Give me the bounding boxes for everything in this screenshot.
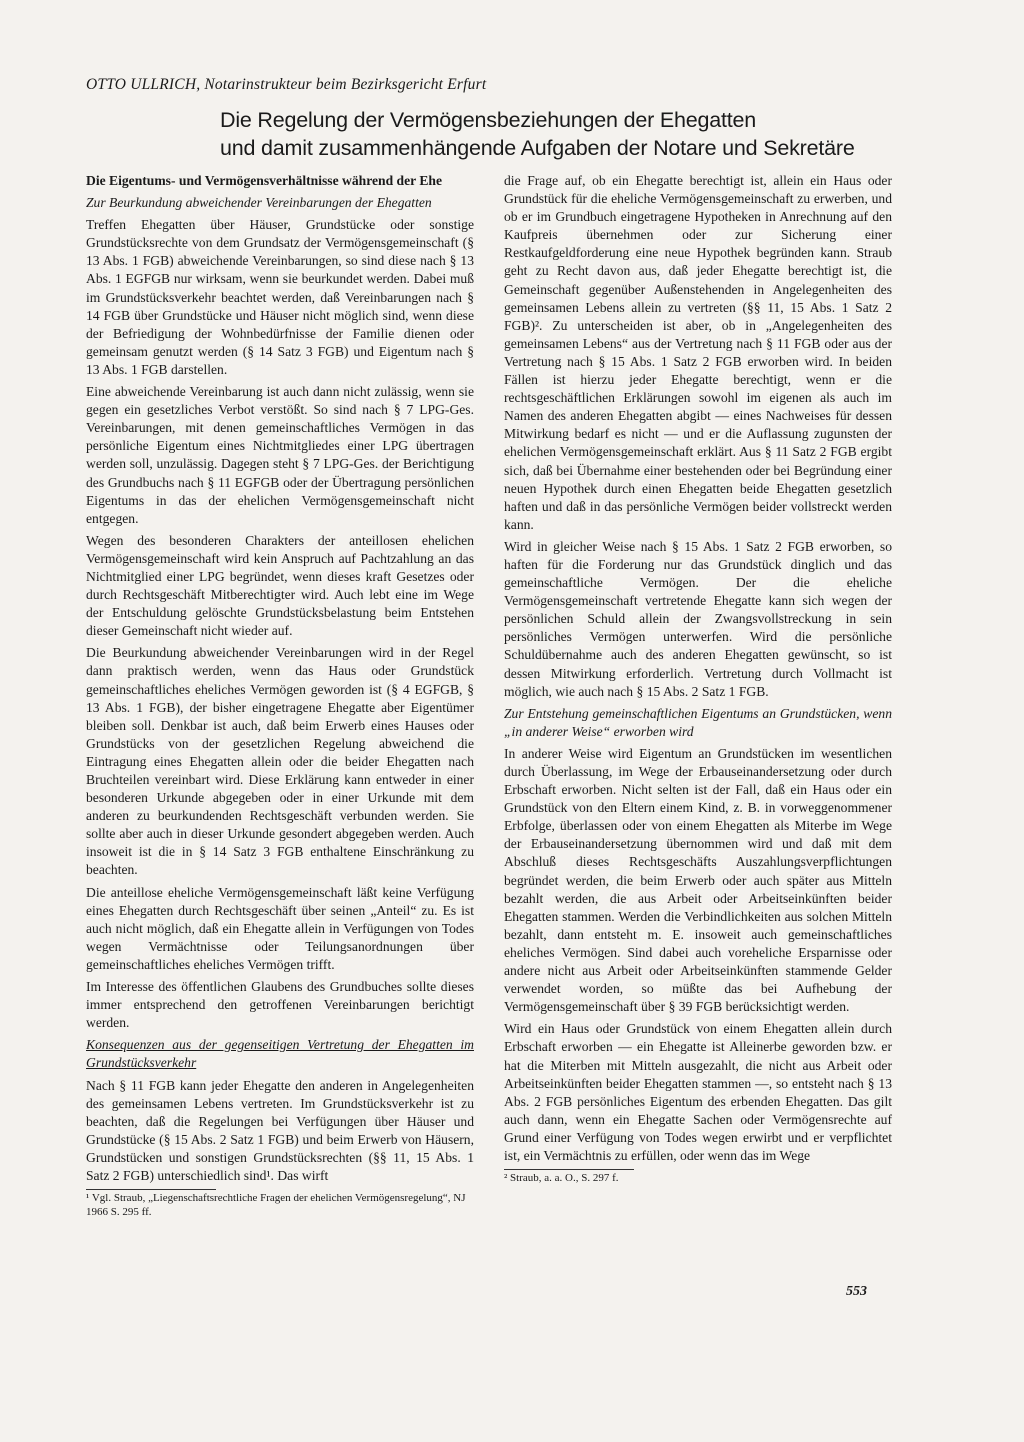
article-title [220,106,1000,162]
paragraph: Wird in gleicher Weise nach § 15 Abs. 1 Satz 2 FGB erworben, so haften für die Forderung nur das Grundstück dinglich und das gemeinschaftliche Vermögen. Der die eheliche Vermögensgemeinschaft vertretende Ehegatte kann sich wegen der persönlichen Schuld allein der Zwangsvollstreckung in sein persönliches Vermögen unterwerfen. Wird die persönliche Schuldübernahme auch des anderen Ehegatten gewünscht, so ist dessen Mitwirkung erforderlich. Vertretung durch Vollmacht ist möglich, wie auch nach § 15 Abs. 2 Satz 1 FGB. [504,538,892,699]
author-line: OTTO ULLRICH, Notarinstrukteur beim Bezirksgericht Erfurt [86,76,487,93]
paragraph: Die Beurkundung abweichender Vereinbarungen wird in der Regel dann praktisch werden, wenn das Haus oder Grundstück gemeinschaftliches eheliches Vermögen geworden ist (§ 4 EGFGB, § 13 Abs. 1 FGB), der bisher eingetragene Ehegatte aber Eigentümer bleiben soll. Denkbar ist auch, daß beim Erwerb eines Hauses oder Grundstücks von der gesetzlichen Regelung abweichend die Eintragung eines Ehegatten allein oder die beider Ehegatten nach Bruchteilen vereinbart wird. Diese Erklärung kann entweder in einer besonderen Urkunde abgegeben oder in einer Urkunde mit dem anderen zu beurkundenden Rechtsgeschäft verbunden werden. Sie sollte aber auch in dieser Urkunde gesondert abgegeben werden. Auch insoweit ist die in § 14 Satz 3 FGB enthaltene Einschränkung zu beachten. [86,645,474,878]
title-line-1: Die Regelung der Vermögensbeziehungen der Ehegatten [220,108,757,132]
footnote-1: ¹ Vgl. Straub, „Liegenschaftsrechtliche Fragen der ehelichen Vermögensregelung“, NJ 1966 S. 295 ff. [86,1192,466,1218]
right-column [504,172,892,1190]
paragraph: In anderer Weise wird Eigentum an Grundstücken im wesentlichen durch Überlassung, im Wege der Erbauseinandersetzung oder durch Erbschaft erworben. Nicht selten ist der Fall, daß ein Haus oder ein Grundstück von den Eltern einem Kind, z. B. in vorweggenommener Erbfolge, überlassen oder von einem Ehegatten als Miterbe im Wege der Erbauseinandersetzung übernommen wird und daß mit dem Abschluß dieses Rechtsgeschäfts Auszahlungsverpflichtungen begründet werden, die beim Erwerb oder auch später aus Mitteln bezahlt werden, die aus Arbeit oder Arbeitseinkünften beider Ehegatten stammen. Werden die Verbindlichkeiten aus solchen Mitteln bezahlt, dann entsteht m. E. insoweit auch gemeinschaftliches eheliches Vermögen. Sind dabei auch voreheliche Ersparnisse oder andere nicht aus Arbeit oder Arbeitseinkünften stammende Gelder verwendet worden, so müßte das bei Aufhebung der Vermögensgemeinschaft über § 39 FGB berücksichtigt werden. [504,745,892,1015]
title-line-2: und damit zusammenhängende Aufgaben der Notare und Sekretäre [220,136,855,160]
left-column [86,172,474,1223]
subheading-entstehung: Zur Entstehung gemeinschaftlichen Eigentums an Grundstücken, wenn „in anderer Weise“ erworben wird [504,705,892,739]
section-heading: Die Eigentums- und Vermögensverhältnisse während der Ehe [86,173,442,188]
paragraph: Wird ein Haus oder Grundstück von einem Ehegatten allein durch Erbschaft erworben — ein Ehegatte ist Alleinerbe geworden bzw. er hat die Miterben mit Mitteln ausgezahlt, die nicht aus Arbeit oder Arbeitseinkünften beider Ehegatten stammen —, so entsteht nach § 13 Abs. 2 FGB persönliches Eigentum des erbenden Ehegatten. Das gilt auch dann, wenn ein Ehegatte Sachen oder Vermögensrechte auf Grund einer Verfügung von Todes wegen erwirbt und er verpflichtet ist, ein Vermächtnis zu erfüllen, oder wenn das im Wege [504,1021,892,1163]
paragraph: Die anteillose eheliche Vermögensgemeinschaft läßt keine Verfügung eines Ehegatten durch Rechtsgeschäft über seinen „Anteil“ zu. Es ist auch nicht möglich, daß ein Ehegatte allein in Verfügungen von Todes wegen Vermächtnisse oder Teilungsanordnungen über gemeinschaftliches eheliches Vermögen trifft. [86,884,474,972]
subheading-vertretung [86,1036,474,1072]
footnote-divider [86,1189,216,1190]
footnote-divider [504,1169,634,1170]
footnote-2: ² Straub, a. a. O., S. 297 f. [504,1172,619,1185]
paragraph: Treffen Ehegatten über Häuser, Grundstücke oder sonstige Grundstücksrechte von dem Grundsatz der Vermögensgemeinschaft (§ 13 Abs. 1 FGB) abweichende Vereinbarungen, so sind diese nach § 13 Abs. 1 EGFGB nur wirksam, wenn sie beurkundet werden. Dabei muß im Grundstücksverkehr beachtet werden, daß Vereinbarungen nach § 14 FGB über Grundstücke und Häuser nicht möglich sind, wenn diese der Befriedigung der Wohnbedürfnisse der Familie dienen oder gemeinsam genutzt werden (§ 14 Satz 3 FGB) und Eigentum nach § 13 Abs. 1 FGB darstellen. [86,217,474,377]
subheading-vertretung-text: Konsequenzen aus der gegenseitigen Vertretung der Ehegatten im Grundstücksverkehr [86,1037,474,1071]
subheading-beurkundung: Zur Beurkundung abweichender Vereinbarungen der Ehegatten [86,195,432,211]
page-number: 553 [846,1284,867,1299]
paragraph: Wegen des besonderen Charakters der anteillosen ehelichen Vermögensgemeinschaft wird kein Anspruch auf Pachtzahlung an das Nichtmitglied einer LPG begründet, wenn dieses kraft Gesetzes oder durch Rechtsgeschäft Mitberechtigter wird. Auch lebt eine im Wege der Entschuldung gelöschte Grundstücksbelastung beim Entstehen dieser Gemeinschaft nicht wieder auf. [86,532,474,639]
paragraph: die Frage auf, ob ein Ehegatte berechtigt ist, allein ein Haus oder Grundstück für die eheliche Vermögensgemeinschaft zu erwerben, und ob er im Grundbuch eingetragene Hypotheken in Anrechnung auf den Kaufpreis übernehmen oder zur Sicherung einer Restkaufgeldforderung eine neue Hypothek begründen kann. Straub geht zu Recht davon aus, daß jeder Ehegatte berechtigt ist, die Gemeinschaft gegenüber Außenstehenden in Angelegenheiten des gemeinsamen Lebens allein zu vertreten (§§ 11, 15 Abs. 1 Satz 2 FGB)². Zu unterscheiden ist aber, ob in „Angelegenheiten des gemeinsamen Lebens“ aus der Vertretung nach § 11 FGB oder aus der Vertretung nach § 15 Abs. 1 Satz 2 FGB erworben wird. In beiden Fällen ist hierzu jeder Ehegatte berechtigt, wenn er die rechtsgeschäftlichen Erklärungen sowohl im eigenen als auch im Namen des anderen Ehegatten abgibt — eines Nachweises für dessen Mitwirkung bedarf es nicht — und er die Auflassung zugunsten der ehelichen Vermögensgemeinschaft erklärt. Aus § 11 Satz 2 FGB ergibt sich, daß bei Übernahme einer bestehenden oder bei Begründung einer neuen Hypothek durch einen Ehegatten beide Ehegatten gesetzlich haften und daß in das persönliche Vermögen beider vollstreckt werden kann. [504,173,892,532]
paragraph: Im Interesse des öffentlichen Glaubens des Grundbuches sollte dieses immer entsprechend den getroffenen Vereinbarungen berichtigt werden. [86,979,474,1031]
paragraph: Nach § 11 FGB kann jeder Ehegatte den anderen in Angelegenheiten des gemeinsamen Lebens vertreten. Im Grundstücksverkehr ist zu beachten, daß die Regelungen bei Verfügungen über Häuser und Grundstücke (§ 15 Abs. 2 Satz 1 FGB) und beim Erwerb von Häusern, Grundstücken und sonstigen Grundstücksrechten (§§ 11, 15 Abs. 1 Satz 2 FGB) unterschiedlich sind¹. Das wirft [86,1077,474,1183]
paragraph: Eine abweichende Vereinbarung ist auch dann nicht zulässig, wenn sie gegen ein gesetzliches Verbot verstößt. So sind nach § 7 LPG-Ges. Vereinbarungen, mit denen gemeinschaftliches Vermögen in das persönliche Eigentum eines Nichtmitgliedes einer LPG übertragen werden soll, unzulässig. Dagegen steht § 7 LPG-Ges. der Berichtigung des Grundbuchs nach § 11 EGFGB oder der Übertragung persönlichen Eigentums in das der ehelichen Vermögensgemeinschaft nicht entgegen. [86,384,474,526]
